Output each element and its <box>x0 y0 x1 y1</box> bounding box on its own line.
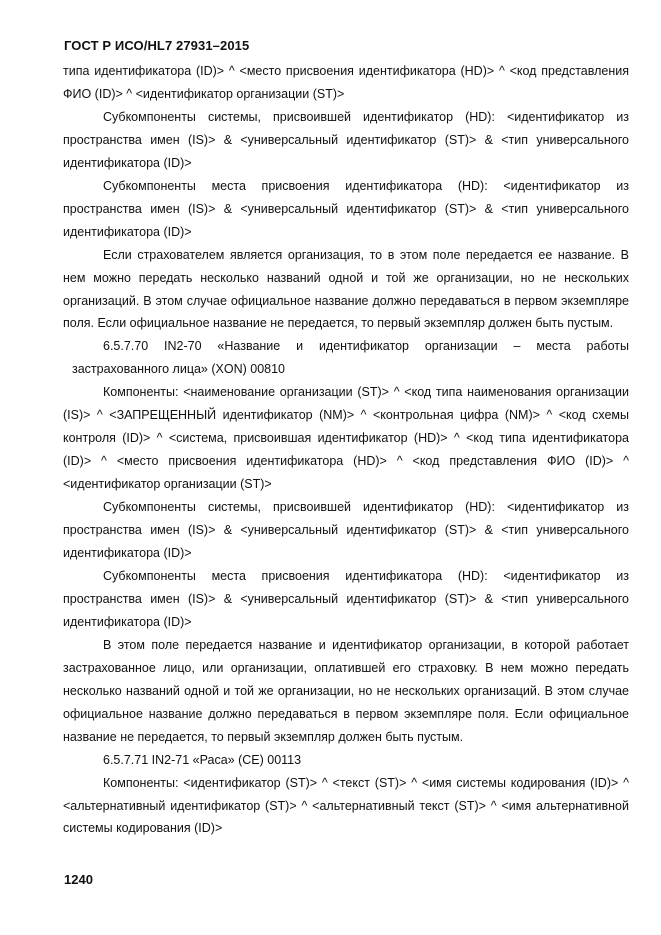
standard-header: ГОСТ Р ИСО/HL7 27931–2015 <box>64 38 250 53</box>
section-heading-in2-70: 6.5.7.70 IN2-70 «Название и идентификатор организации – места работы застрахованного лица» (XON) 00810 <box>72 339 629 377</box>
paragraph-insurer-note: Если страхователем является организация, то в этом поле передается ее название. В нем можно передать несколько названий одной и той же организации, но не нескольких организаций. В этом случае официальное название должно передаваться в первом экземпляре поля. Если официальное название не передается, то первый экземпляр должен быть пустым. <box>63 247 629 331</box>
paragraph-components-ce: Компоненты: <идентификатор (ST)> ^ <текст (ST)> ^ <имя системы кодирования (ID)> ^ <альтернативный идентификатор (ST)> ^ <альтернативный текст (ST)> ^ <имя альтернативной системы кодирования (ID)> <box>63 775 629 836</box>
body-text <box>63 60 629 840</box>
paragraph-employer-note: В этом поле передается название и идентификатор организации, в которой работает застрахованное лицо, или организации, оплатившей его страховку. В нем можно передать несколько названий одной и той же организации, но не нескольких организаций. В этом случае официальное название должно передаваться в первом экземпляре поля. Если официальное название не передается, то первый экземпляр должен быть пустым. <box>63 637 629 744</box>
paragraph-subcomponents-system: Субкомпоненты системы, присвоившей идентификатор (HD): <идентификатор из пространства имен (IS)> & <универсальный идентификатор (ST)> & <тип универсального идентификатора (ID)> <box>63 109 629 170</box>
paragraph-components-xon: Компоненты: <наименование организации (ST)> ^ <код типа наименования организации (IS)> ^ <ЗАПРЕЩЕННЫЙ идентификатор (NM)> ^ <контрольная цифра (NM)> ^ <код схемы контроля (ID)> ^ <система, присвоившая идентификатор (HD)> ^ <код типа идентификатора (ID)> ^ <место присвоения идентификатора (HD)> ^ <код представления ФИО (ID)> ^ <идентификатор организации (ST)> <box>63 385 629 492</box>
paragraph-subcomponents-system-2: Субкомпоненты системы, присвоившей идентификатор (HD): <идентификатор из пространства имен (IS)> & <универсальный идентификатор (ST)> & <тип универсального идентификатора (ID)> <box>63 500 629 561</box>
paragraph-subcomponents-place: Субкомпоненты места присвоения идентификатора (HD): <идентификатор из пространства имен (IS)> & <универсальный идентификатор (ST)> & <тип универсального идентификатора (ID)> <box>63 178 629 239</box>
page-number: 1240 <box>64 872 93 887</box>
paragraph-continuation: типа идентификатора (ID)> ^ <место присвоения идентификатора (HD)> ^ <код представления ФИО (ID)> ^ <идентификатор организации (ST)> <box>63 64 629 101</box>
paragraph-subcomponents-place-2: Субкомпоненты места присвоения идентификатора (HD): <идентификатор из пространства имен (IS)> & <универсальный идентификатор (ST)> & <тип универсального идентификатора (ID)> <box>63 568 629 629</box>
section-heading-in2-71: 6.5.7.71 IN2-71 «Раса» (CE) 00113 <box>103 752 302 767</box>
